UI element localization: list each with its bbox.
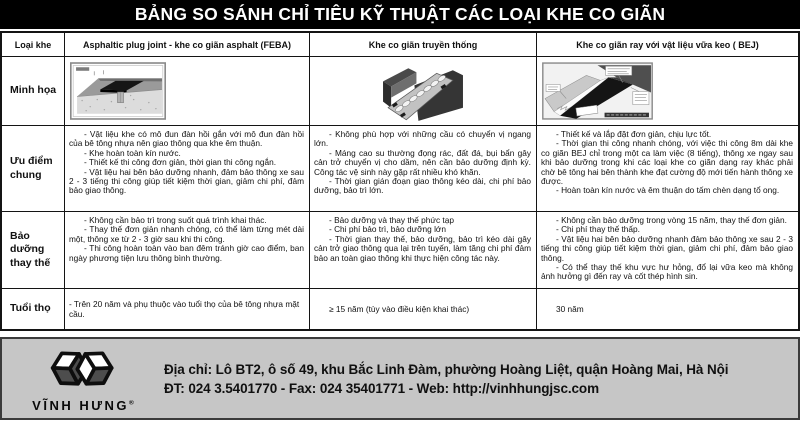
table-header-row [2, 33, 798, 57]
header-joint-type: Loại khe [2, 33, 65, 56]
cell-lifespan-bej [537, 289, 798, 329]
bullet: - Không phù hợp với những cầu có chuyển vị ngang lớn. [314, 129, 531, 149]
bullet: - Thi công hoàn toàn vào ban đêm tránh giờ cao điểm, ban ngày phương tiện lưu thông bình thường. [69, 243, 304, 263]
address-line: Địa chỉ: Lô BT2, ô số 49, khu Bắc Linh Đàm, phường Hoàng Liệt, quận Hoàng Mai, Hà Nội [164, 361, 729, 377]
row-label-advantages: Ưu điểm chung [2, 126, 65, 211]
vinh-hung-cubes-logo-icon [42, 345, 124, 397]
header-traditional: Khe co giãn truyền thống [310, 33, 537, 56]
header-feba: Asphaltic plug joint - khe co giãn asphalt (FEBA) [65, 33, 310, 56]
traditional-joint-illustration [380, 61, 466, 122]
cell-maintenance-traditional [310, 212, 537, 288]
bullet: - Có thể thay thế khu vực hư hỏng, đổ lại vữa keo mà không ảnh hưởng gì đến ray và cốt thép hình sin. [541, 261, 793, 282]
bullet: - Không cần bảo trì trong suốt quá trình khai thác. [84, 215, 267, 225]
cell-advantages-bej [537, 126, 798, 211]
cell-lifespan-feba [65, 289, 310, 329]
bullet: - Thời gian gián đoạn giao thông kéo dài, chi phí bảo dưỡng, bảo trì lớn. [314, 175, 531, 196]
cell-maintenance-feba [65, 212, 310, 288]
logo-wordmark: VĨNH HƯNG® [32, 397, 134, 413]
bullet: - Vật liệu hai bên bảo dưỡng nhanh đảm bảo thông xe sau 2 - 3 tiếng thi công giúp tiết kiệm thời gian, giảm chi phí, đảm bảo giao thông. [541, 233, 793, 263]
footer [0, 337, 800, 420]
row-advantages [2, 126, 798, 212]
bej-rail-joint-illustration [542, 62, 653, 120]
cell-lifespan-traditional [310, 289, 537, 329]
page-title: BẢNG SO SÁNH CHỈ TIÊU KỸ THUẬT CÁC LOẠI KHE CO GIÃN [0, 0, 800, 29]
row-lifespan [2, 289, 798, 329]
cell-advantages-feba [65, 126, 310, 211]
cell-maintenance-bej [537, 212, 798, 288]
cell-illustration-traditional [310, 57, 537, 125]
cell-advantages-traditional [310, 126, 537, 211]
bullet: - Chi phí thay thế thấp. [556, 224, 640, 235]
bullet: - Khe hoàn toàn kín nước. [84, 147, 181, 158]
bullet: - Chi phí bảo trì, bảo dưỡng lớn [329, 224, 446, 235]
cell-illustration-feba [65, 57, 310, 125]
registered-trademark: ® [129, 399, 134, 407]
lifespan-value: 30 năm [556, 304, 584, 314]
bullet: - Thiết kế thi công đơn giản, thời gian thi công ngắn. [84, 157, 276, 168]
bullet: - Vật liệu hai bên bảo dưỡng nhanh, đảm bảo thông xe sau 2 - 3 tiếng thi công giúp tiết kiệm thời gian, giảm chi phí, đảm bảo giao thông. [69, 166, 304, 196]
contact-line: ĐT: 024 3.5401770 - Fax: 024 35401771 - Web: http://vinhhungjsc.com [164, 380, 599, 396]
company-logo [2, 345, 164, 413]
bullet: - Thiết kế và lắp đặt đơn giản, chịu lực tốt. [556, 129, 712, 139]
row-maintenance [2, 212, 798, 289]
bullet: - Bảo dưỡng và thay thế phức tạp [329, 215, 454, 225]
comparison-table [0, 31, 800, 331]
lifespan-value: - Trên 20 năm và phụ thuộc vào tuổi thọ của bê tông nhựa mặt cầu. [69, 299, 300, 319]
row-illustrations [2, 57, 798, 126]
bullet: - Không cần bảo dưỡng trong vòng 15 năm, thay thế đơn giản. [556, 215, 787, 225]
lifespan-value: ≥ 15 năm (tùy vào điều kiện khai thác) [329, 304, 470, 314]
row-label-illustration: Minh họa [2, 57, 65, 125]
bullet: - Thời gian thay thế, bảo dưỡng, bảo trì kéo dài gây cản trở giao thông qua lại trên tuyến, làm tăng chi phí đảm bảo an toàn giao thông khi thực hiện công tác này. [314, 233, 531, 263]
bullet: - Vật liệu khe có mô đun đàn hồi gắn với mô đun đàn hồi của bê tông nhựa nên giao thông qua khe êm thuận. [69, 129, 304, 149]
row-label-maintenance: Bảo dưỡng thay thế [2, 212, 65, 288]
bullet: - Hoàn toàn kín nước và êm thuận do tấm chèn dạng tổ ong. [556, 185, 780, 196]
row-label-lifespan: Tuổi thọ [2, 289, 65, 329]
bullet: - Máng cao su thường đọng rác, đất đá, bụi bẩn gây cản trở chuyển vị cho dầm, nên cần bảo dưỡng định kỳ. Công tác vệ sinh này gặp rất nhiều khó khăn. [314, 147, 531, 177]
cell-illustration-bej [537, 57, 798, 125]
bullet: - Thời gian thi công nhanh chóng, với việc thi công 8m dài khe co giãn BEJ chỉ trong một ca làm việc (8 tiếng), thông xe ngay sau khi bảo dưỡng trong khi các loại khe co giãn dạng ray khác phải chờ bê tông hai bên thành khe đạt cường độ mới tiến hành thông xe được. [541, 138, 793, 186]
header-bej: Khe co giãn ray với vật liệu vữa keo ( BEJ) [576, 39, 759, 50]
bullet: - Thay thế đơn giản nhanh chóng, có thể làm từng mét dài một, thông xe từ 2 - 3 giờ sau khi thi công. [69, 224, 304, 244]
footer-contact-block [164, 358, 798, 400]
feba-plug-joint-illustration [70, 62, 166, 120]
